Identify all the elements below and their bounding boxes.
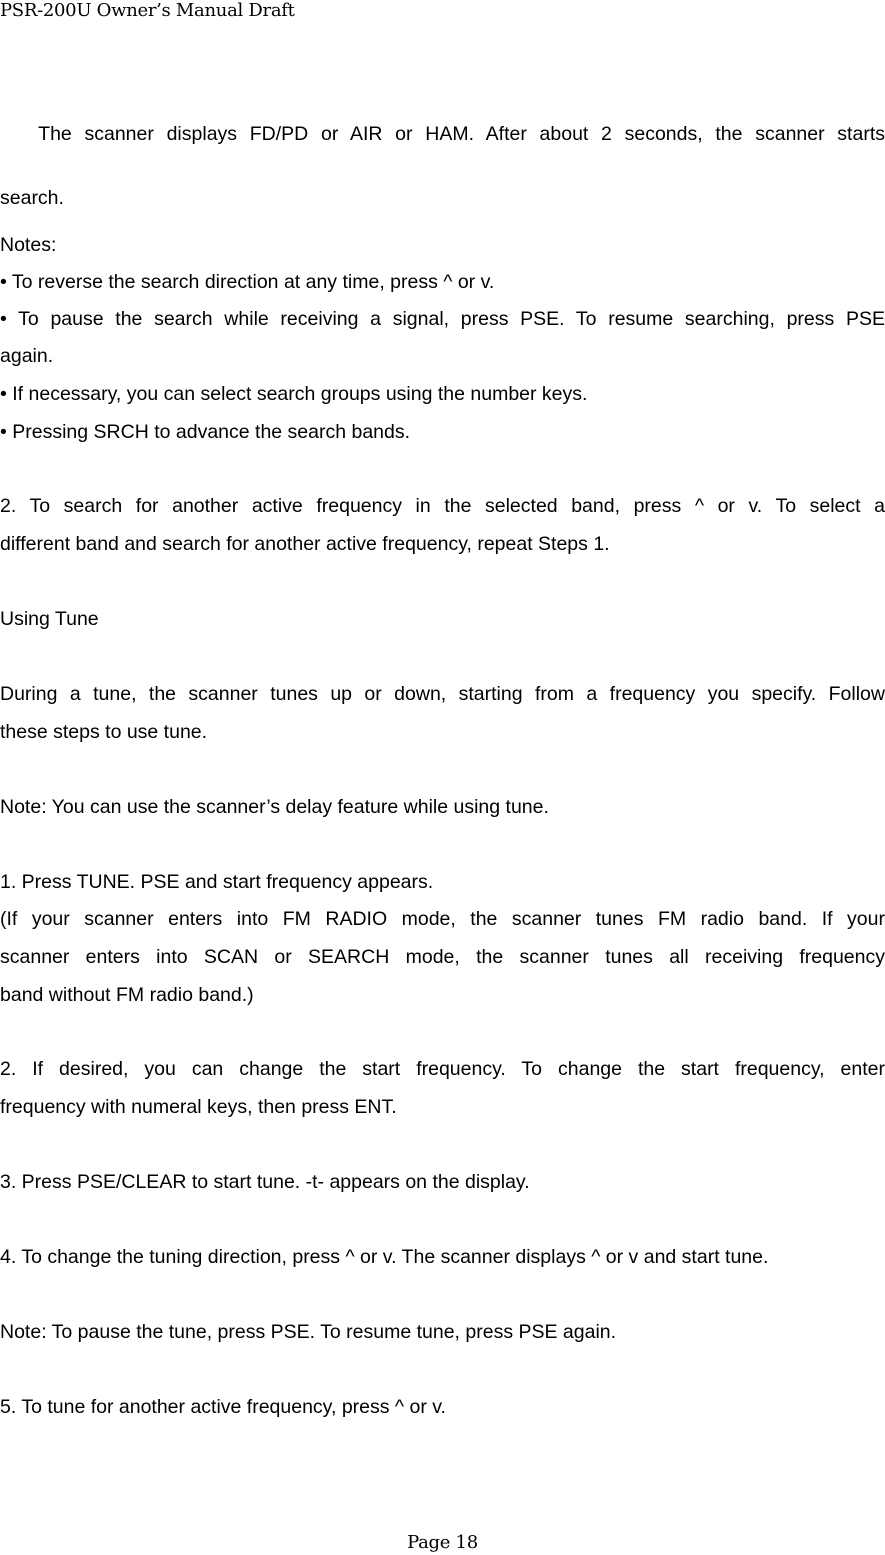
search-step-2-line-1: 2. To search for another active frequency in the selected band, press ^ or v. To select a — [0, 495, 885, 517]
notes-heading: Notes: — [0, 234, 57, 256]
tune-step-1-line-3: scanner enters into SCAN or SEARCH mode, the scanner tunes all receiving frequency — [0, 946, 885, 968]
tune-intro-line-1: During a tune, the scanner tunes up or down, starting from a frequency you specify. Follow — [0, 683, 885, 705]
tune-step-1-line-4: band without FM radio band.) — [0, 984, 254, 1006]
page-number: Page 18 — [407, 1532, 478, 1553]
tune-step-1-line-1: 1. Press TUNE. PSE and start frequency appears. — [0, 871, 434, 893]
intro-line-2: search. — [0, 187, 64, 209]
tune-intro-line-2: these steps to use tune. — [0, 721, 208, 743]
page-header-title: PSR-200U Owner’s Manual Draft — [0, 0, 295, 21]
intro-line-1: The scanner displays FD/PD or AIR or HAM. After about 2 seconds, the scanner starts — [0, 123, 885, 145]
note-bullet-3: • If necessary, you can select search groups using the number keys. — [0, 383, 588, 405]
tune-step-1-line-2: (If your scanner enters into FM RADIO mode, the scanner tunes FM radio band. If your — [0, 908, 885, 930]
search-step-2-line-2: different band and search for another active frequency, repeat Steps 1. — [0, 533, 610, 555]
tune-step-5: 5. To tune for another active frequency, press ^ or v. — [0, 1396, 446, 1418]
delay-note: Note: You can use the scanner’s delay feature while using tune. — [0, 796, 549, 818]
note-bullet-1: • To reverse the search direction at any time, press ^ or v. — [0, 271, 495, 293]
tune-step-4: 4. To change the tuning direction, press ^ or v. The scanner displays ^ or v and start tune. — [0, 1246, 769, 1268]
tune-step-2-line-1: 2. If desired, you can change the start frequency. To change the start frequency, enter — [0, 1058, 885, 1080]
note-bullet-4: • Pressing SRCH to advance the search bands. — [0, 421, 411, 443]
tune-step-2-line-2: frequency with numeral keys, then press ENT. — [0, 1096, 397, 1118]
tune-step-3: 3. Press PSE/CLEAR to start tune. -t- appears on the display. — [0, 1171, 530, 1193]
section-heading-using-tune: Using Tune — [0, 608, 99, 630]
note-bullet-2-line-2: again. — [0, 345, 54, 367]
pause-note: Note: To pause the tune, press PSE. To resume tune, press PSE again. — [0, 1321, 617, 1343]
note-bullet-2-line-1: • To pause the search while receiving a signal, press PSE. To resume searching, press PSE — [0, 308, 885, 330]
